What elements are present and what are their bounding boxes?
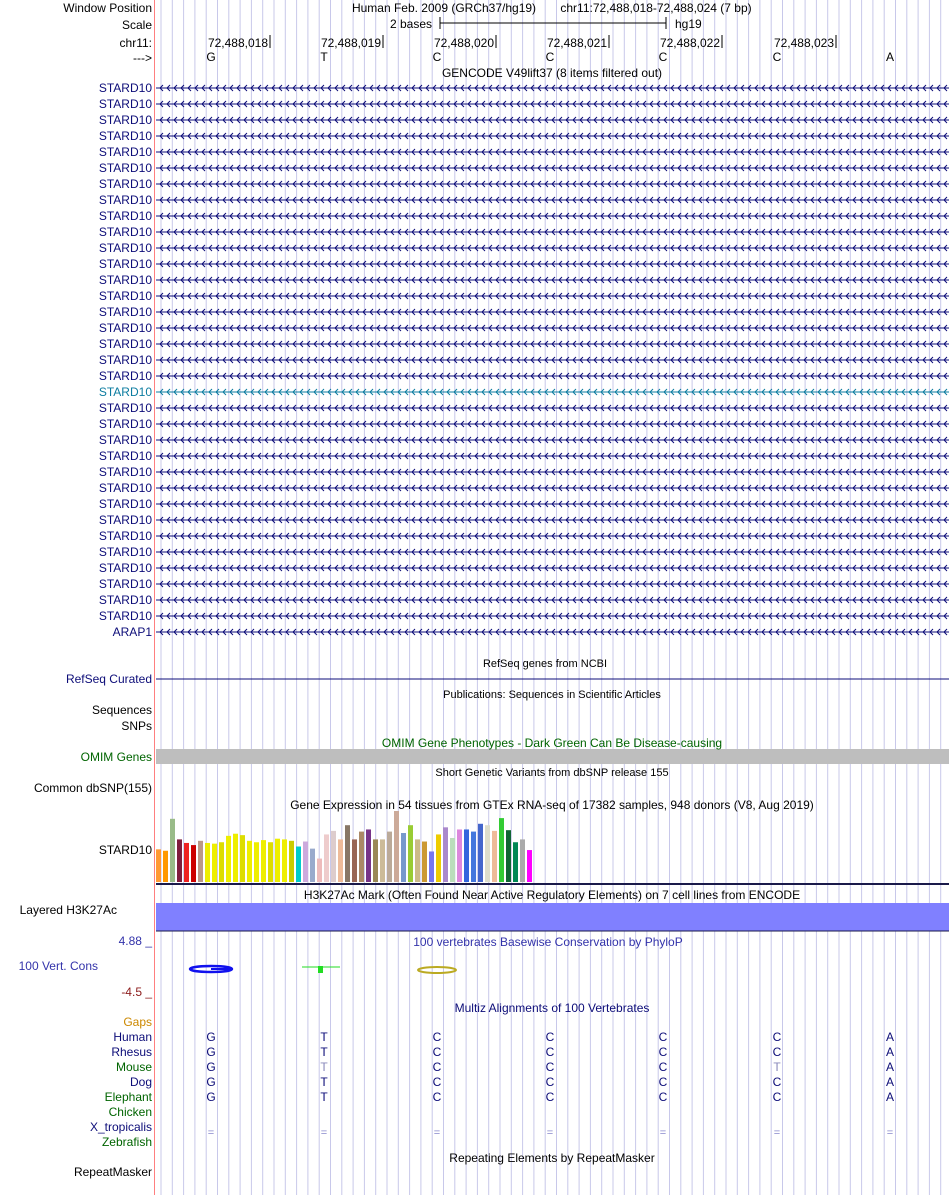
species-base: C [658, 1030, 668, 1044]
gtex-bar[interactable] [485, 825, 490, 882]
gtex-bar[interactable] [275, 839, 280, 882]
gtex-bar[interactable] [478, 824, 483, 882]
gtex-bar[interactable] [436, 834, 441, 882]
gene-label[interactable]: STARD10 [98, 369, 152, 383]
chrom-label: chr11: [119, 36, 152, 50]
species-base: A [885, 1045, 895, 1059]
cons-label[interactable]: 100 Vert. Cons [18, 959, 98, 973]
assembly-text[interactable]: Human Feb. 2009 (GRCh37/hg19) [351, 1, 537, 15]
gene-label[interactable]: STARD10 [98, 497, 152, 511]
cons-glyph[interactable] [318, 966, 323, 973]
species-base: G [206, 1090, 216, 1104]
publications-title[interactable]: Publications: Sequences in Scientific Articles [443, 689, 661, 701]
species-base: T [320, 1090, 328, 1104]
species-base: C [658, 1045, 668, 1059]
species-base: G [206, 1045, 216, 1059]
species-label[interactable]: Dog [129, 1075, 152, 1089]
species-label[interactable]: Rhesus [111, 1045, 152, 1059]
gtex-bar[interactable] [163, 851, 168, 882]
gtex-bar[interactable] [247, 841, 252, 882]
gene-label[interactable]: STARD10 [98, 609, 152, 623]
gtex-bar[interactable] [380, 839, 385, 882]
gene-label[interactable]: STARD10 [98, 353, 152, 367]
species-base: = [773, 1127, 781, 1139]
gtex-bar[interactable] [422, 842, 427, 882]
base-letter[interactable]: C [545, 50, 555, 64]
gene-label[interactable]: STARD10 [98, 449, 152, 463]
base-letter[interactable]: C [772, 50, 782, 64]
gtex-bar[interactable] [191, 845, 196, 882]
multiz-title[interactable]: Multiz Alignments of 100 Vertebrates [454, 1001, 650, 1015]
omim-bar[interactable] [156, 749, 949, 764]
species-base: = [886, 1127, 894, 1139]
species-base: C [658, 1060, 668, 1074]
gencode-title[interactable]: GENCODE V49lift37 (8 items filtered out) [441, 66, 663, 80]
species-label[interactable]: Human [113, 1030, 152, 1044]
species-base: = [659, 1127, 667, 1139]
species-label[interactable]: X_tropicalis [89, 1120, 152, 1134]
species-base: G [206, 1075, 216, 1089]
gtex-bar[interactable] [156, 849, 161, 882]
base-letter[interactable]: A [885, 50, 895, 64]
gtex-bar[interactable] [331, 831, 336, 882]
dbsnp-title[interactable]: Short Genetic Variants from dbSNP release 155 [435, 767, 669, 779]
species-base: C [432, 1075, 442, 1089]
h3k27ac-label[interactable]: Layered H3K27Ac [19, 903, 117, 917]
gene-label[interactable]: STARD10 [98, 337, 152, 351]
gtex-bar[interactable] [184, 843, 189, 882]
species-base: = [433, 1127, 441, 1139]
gtex-bar[interactable] [296, 847, 301, 883]
gene-label[interactable]: STARD10 [98, 433, 152, 447]
ruler-tick-label: 72,488,019 [320, 36, 381, 50]
position-text[interactable]: chr11:72,488,018-72,488,024 (7 bp) [560, 1, 752, 15]
gene-label[interactable]: STARD10 [98, 209, 152, 223]
gene-label[interactable]: STARD10 [98, 241, 152, 255]
gene-label[interactable]: STARD10 [98, 193, 152, 207]
gtex-bar[interactable] [254, 842, 259, 882]
gene-label[interactable]: STARD10 [98, 273, 152, 287]
species-base: T [773, 1060, 781, 1074]
base-letter[interactable]: G [206, 50, 216, 64]
gene-label[interactable]: STARD10 [98, 593, 152, 607]
species-base: C [545, 1090, 555, 1104]
gtex-bar[interactable] [282, 839, 287, 882]
gaps-label: Gaps [123, 1015, 152, 1029]
base-letter[interactable]: C [432, 50, 442, 64]
omim-label[interactable]: OMIM Genes [80, 750, 152, 764]
species-base: C [432, 1090, 442, 1104]
gtex-bar[interactable] [457, 829, 462, 882]
gtex-bar[interactable] [170, 819, 175, 882]
species-base: C [658, 1075, 668, 1089]
gtex-bar[interactable] [471, 832, 476, 882]
gtex-bar[interactable] [198, 841, 203, 882]
gtex-bar[interactable] [338, 839, 343, 882]
gtex-bar[interactable] [205, 843, 210, 882]
species-base: A [885, 1090, 895, 1104]
species-base: G [206, 1060, 216, 1074]
refseq-label[interactable]: RefSeq Curated [65, 672, 152, 686]
gtex-bar[interactable] [268, 842, 273, 882]
dbsnp-label[interactable]: Common dbSNP(155) [33, 781, 152, 795]
species-label[interactable]: Zebrafish [101, 1135, 152, 1149]
gene-label[interactable]: STARD10 [98, 417, 152, 431]
gene-label[interactable]: ARAP1 [112, 625, 152, 639]
gtex-bar[interactable] [303, 842, 308, 882]
gene-label[interactable]: STARD10 [98, 481, 152, 495]
gene-label[interactable]: STARD10 [98, 401, 152, 415]
gene-label[interactable]: STARD10 [98, 305, 152, 319]
gtex-bar[interactable] [366, 829, 371, 882]
gtex-bar[interactable] [289, 841, 294, 882]
gene-label[interactable]: STARD10 [98, 81, 152, 95]
ruler-tick-label: 72,488,018 [207, 36, 268, 50]
gtex-bar[interactable] [492, 831, 497, 882]
gtex-bar[interactable] [345, 825, 350, 882]
species-label[interactable]: Mouse [115, 1060, 152, 1074]
species-base: C [772, 1045, 782, 1059]
species-base: = [546, 1127, 554, 1139]
species-base: C [432, 1045, 442, 1059]
gtex-bar[interactable] [317, 859, 322, 882]
species-base: C [545, 1030, 555, 1044]
gtex-bar[interactable] [373, 839, 378, 882]
species-base: C [545, 1060, 555, 1074]
species-base: = [320, 1127, 328, 1139]
snps-label[interactable]: SNPs [121, 719, 152, 733]
window-position-label: Window Position [63, 1, 152, 15]
gtex-bar[interactable] [387, 832, 392, 882]
gtex-label[interactable]: STARD10 [98, 843, 152, 857]
gtex-bar[interactable] [359, 832, 364, 882]
gtex-bar[interactable] [233, 834, 238, 882]
base-letter[interactable]: C [658, 50, 668, 64]
gtex-bar[interactable] [240, 835, 245, 882]
gene-label[interactable]: STARD10 [98, 465, 152, 479]
gene-label[interactable]: STARD10 [98, 257, 152, 271]
gtex-bar[interactable] [506, 830, 511, 882]
scale-db: hg19 [675, 17, 702, 31]
gtex-bar[interactable] [226, 836, 231, 882]
ruler-tick-label: 72,488,020 [433, 36, 494, 50]
gtex-bar[interactable] [499, 818, 504, 882]
ruler-tick-label: 72,488,023 [773, 36, 834, 50]
species-base: T [320, 1060, 328, 1074]
gtex-bar[interactable] [352, 839, 357, 882]
gene-label[interactable]: STARD10 [98, 289, 152, 303]
gtex-bar[interactable] [401, 833, 406, 882]
species-base: = [207, 1127, 215, 1139]
sequences-label[interactable]: Sequences [91, 703, 152, 717]
cons-glyph[interactable] [418, 967, 456, 973]
species-base: C [545, 1045, 555, 1059]
repeatmasker-label[interactable]: RepeatMasker [73, 1165, 152, 1179]
gtex-bar[interactable] [219, 842, 224, 882]
species-base: T [320, 1030, 328, 1044]
cons-max-label: 4.88 _ [118, 934, 152, 948]
base-letter[interactable]: T [320, 50, 328, 64]
gtex-bar[interactable] [408, 825, 413, 882]
gtex-bar[interactable] [324, 834, 329, 882]
gtex-bar[interactable] [261, 840, 266, 882]
species-base: A [885, 1060, 895, 1074]
gene-label[interactable]: STARD10 [98, 177, 152, 191]
cons-min-label: -4.5 _ [121, 985, 152, 999]
gtex-bar[interactable] [415, 839, 420, 882]
gene-label[interactable]: STARD10 [98, 545, 152, 559]
species-base: A [885, 1030, 895, 1044]
gtex-bar[interactable] [212, 844, 217, 882]
gene-label[interactable]: STARD10 [98, 161, 152, 175]
gene-label[interactable]: STARD10 [98, 513, 152, 527]
species-base: T [320, 1045, 328, 1059]
species-base: C [432, 1030, 442, 1044]
species-label[interactable]: Elephant [104, 1090, 152, 1104]
gtex-bar[interactable] [443, 827, 448, 882]
gene-label[interactable]: STARD10 [98, 321, 152, 335]
cons-title[interactable]: 100 vertebrates Basewise Conservation by PhyloP [413, 935, 683, 949]
gtex-bar[interactable] [520, 839, 525, 882]
gtex-bar[interactable] [464, 829, 469, 882]
ruler-tick-label: 72,488,021 [546, 36, 607, 50]
gene-label[interactable]: STARD10 [98, 113, 152, 127]
gtex-bar[interactable] [450, 838, 455, 882]
strand-label[interactable]: ---> [133, 51, 152, 65]
species-base: C [545, 1075, 555, 1089]
gtex-bar[interactable] [177, 839, 182, 882]
gene-label[interactable]: STARD10 [98, 225, 152, 239]
scale-label: Scale [121, 18, 152, 32]
gtex-bar[interactable] [527, 850, 532, 882]
gtex-bar[interactable] [513, 842, 518, 882]
gene-label[interactable]: STARD10 [98, 561, 152, 575]
species-base: T [320, 1075, 328, 1089]
species-base: C [772, 1075, 782, 1089]
repeatmasker-title[interactable]: Repeating Elements by RepeatMasker [449, 1151, 655, 1165]
gene-label[interactable]: STARD10 [98, 129, 152, 143]
gene-label[interactable]: STARD10 [98, 577, 152, 591]
species-base: C [772, 1030, 782, 1044]
scale-bases: 2 bases [390, 17, 433, 31]
gene-label[interactable]: STARD10 [98, 529, 152, 543]
refseq-title[interactable]: RefSeq genes from NCBI [482, 658, 608, 670]
ruler-tick-label: 72,488,022 [659, 36, 720, 50]
species-label[interactable]: Chicken [108, 1105, 152, 1119]
species-base: C [772, 1090, 782, 1104]
gtex-bar[interactable] [394, 811, 399, 882]
omim-title[interactable]: OMIM Gene Phenotypes - Dark Green Can Be Disease-causing [381, 736, 723, 750]
gtex-bar[interactable] [429, 851, 434, 882]
gtex-bar[interactable] [310, 849, 315, 882]
species-base: C [658, 1090, 668, 1104]
species-base: C [432, 1060, 442, 1074]
gene-label[interactable]: STARD10 [98, 97, 152, 111]
gene-label[interactable]: STARD10 [98, 145, 152, 159]
gtex-title[interactable]: Gene Expression in 54 tissues from GTEx RNA-seq of 17382 samples, 948 donors (V8, Aug 2019) [290, 798, 814, 812]
species-base: G [206, 1030, 216, 1044]
gene-label[interactable]: STARD10 [98, 385, 152, 399]
h3k27ac-bar[interactable] [156, 903, 949, 931]
h3k27ac-title[interactable]: H3K27Ac Mark (Often Found Near Active Regulatory Elements) on 7 cell lines from ENCODE [303, 888, 801, 902]
species-base: A [885, 1075, 895, 1089]
